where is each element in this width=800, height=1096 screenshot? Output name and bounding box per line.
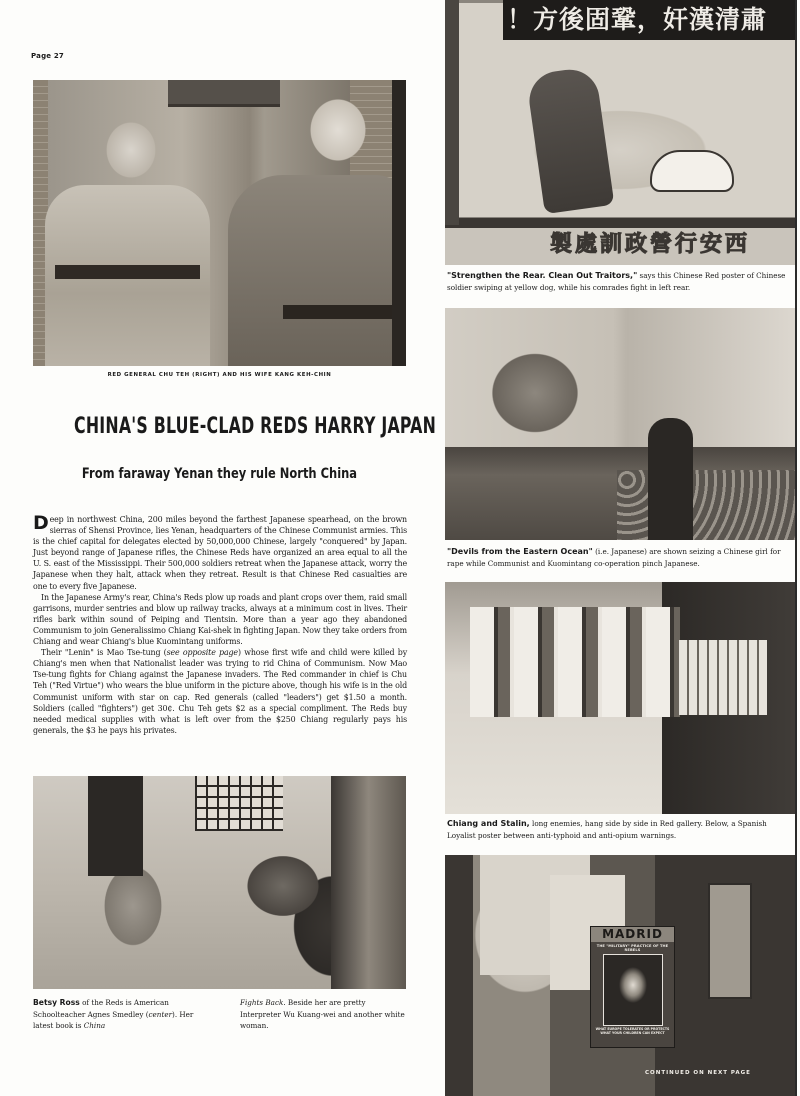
caption-text: (i.e. Japanese) are shown seizing a Chinese girl for rape while Communist and Kuomintang co-operation pinch Japanese. — [447, 547, 781, 568]
caption-betsy-ross-part1 — [33, 997, 213, 1032]
page-number: Page 27 — [31, 52, 65, 60]
poster-dog — [650, 150, 734, 192]
photo-post — [445, 0, 459, 225]
caption-text: ). Her latest book is — [33, 1009, 194, 1030]
caption-text: says this Chinese Red poster of Chinese soldier swiping at yellow dog, while his comrades fight in left rear. — [447, 271, 786, 292]
caption-italic: center — [148, 1009, 173, 1019]
caption-devils — [447, 546, 792, 569]
caption-strengthen-rear — [447, 270, 792, 293]
headline: CHINA'S BLUE-CLAD REDS HARRY JAPAN — [74, 413, 437, 439]
article-p3-end: ) whose first wife and child were killed by Chiang's men when that Nationalist leader was trying to rid China of Communism. Now Mao Tse-tung fights for Chiang against the Japanese invaders. The Red commander in chief is Chu Teh ("Red Virtue") who wears the blue uniform in the picture above, though his wife is in the old Communist uniform with star on cap. Red generals (called "leaders") get $1.50 a month. Soldiers (called "fighters") get 30¢. Chu Teh gets $2 as a special compliment. The Reds buy needed medical supplies with what is left over from the $250 Chiang regularly pays his generals, the $3 he pays his privates. — [33, 648, 407, 735]
photo-man-pointing — [648, 418, 693, 540]
caption-italic: Fights Back. — [240, 998, 286, 1007]
caption-text: long enemies, hang side by side in Red gallery. Below, a Spanish Loyalist poster between anti-typhoid and anti-opium warnings. — [447, 819, 767, 840]
caption-betsy-ross-part2 — [240, 997, 408, 1032]
madrid-poster-bottom-1: WHAT EUROPE TOLERATES OR PROTECTS — [595, 1027, 670, 1031]
caption-lead: Betsy Ross — [33, 998, 80, 1007]
photo-devils-mural — [445, 308, 795, 540]
continued-on-next-page: CONTINUED ON NEXT PAGE — [645, 1070, 751, 1076]
madrid-poster-subtitle: THE "MILITARY" PRACTICE OF THE REBELS — [596, 944, 669, 952]
photo-madrid-poster-wall — [445, 855, 795, 1096]
photo-agnes-smedley — [33, 776, 406, 989]
caption-text: Beside her are pretty Interpreter Wu Kuang-wei and another white woman. — [240, 998, 405, 1030]
poster-top-banner: ！方後固鞏，奸漢清肅 — [503, 0, 795, 40]
mural-figures — [470, 338, 600, 453]
article-paragraph-1 — [33, 514, 407, 592]
article-paragraph-1-text: eep in northwest China, 200 miles beyond the farthest Japanese spearhead, on the brown sierras of Shensi Province, lies Yenan, headquarters of the Chinese Communist armies. This is the chief capital for delegates elected by 50,000,000 Chinese, largely "conquered" by Japan. Just beyond range of Japanese rifles, the Chinese Reds have organized an area equal to all the U. S. east of the Mississippi. Their 500,000 soldiers retreat when the Japanese attack, worry the Japanese when they halt, attack when they retreat. Result is that Chinese Red casualties are one to every five Japanese. — [33, 515, 407, 591]
photo-figure-general — [228, 175, 406, 366]
right-border-line — [795, 0, 797, 1096]
photo-strengthen-rear-poster — [445, 0, 795, 265]
gallery-window — [677, 640, 767, 715]
article-paragraph-3 — [33, 647, 407, 736]
photo-window-grille — [195, 776, 283, 831]
photo-stone-wall — [617, 470, 795, 540]
caption-lead: "Strengthen the Rear. Clean Out Traitors," — [447, 271, 638, 280]
photo-figure-woman — [45, 185, 210, 366]
caption-chiang-stalin — [447, 818, 792, 841]
article-p3-italic: see opposite page — [166, 648, 238, 658]
madrid-poster-bottom-2: WHAT YOUR CHILDREN CAN EXPECT — [600, 1031, 665, 1036]
drop-cap: D — [33, 512, 49, 534]
subheadline: From faraway Yenan they rule North China — [81, 466, 358, 482]
caption-lead: "Devils from the Eastern Ocean" — [447, 547, 593, 556]
photo-doorframe — [331, 776, 406, 989]
madrid-poster-title: MADRID — [591, 927, 674, 942]
photo-red-gallery — [445, 582, 795, 814]
article-paragraph-2: In the Japanese Army's rear, China's Reds plow up roads and plant crops over them, raid small garrisons, murder sentries and blow up railway tracks, always at a minimum cost in lives. Their rifles bark within sound of Peiping and Tientsin. More than a year ago they abandoned Communism to join Generalissimo Chiang Kai-shek in fighting Japan. Now they take orders from Chiang and wear Chiang's blue Kuomintang uniforms. — [33, 592, 407, 647]
wall-poster — [708, 883, 752, 999]
gallery-portraits — [470, 607, 680, 717]
madrid-poster — [590, 926, 675, 1048]
photo-chu-teh-and-wife — [33, 80, 406, 366]
madrid-poster-image — [603, 954, 663, 1026]
article-body — [33, 514, 407, 736]
photo-window — [168, 80, 280, 107]
caption-italic: China — [83, 1021, 106, 1030]
caption-text: of the Reds is American Schoolteacher Agnes Smedley ( — [33, 998, 169, 1019]
poster-bottom-banner: 製處訓政營行安西 — [549, 232, 750, 257]
poster-soldier — [526, 66, 615, 214]
article-p3-start: Their "Lenin" is Mao Tse-tung ( — [41, 648, 167, 658]
photo-doorway — [88, 776, 143, 876]
photo-caption-chu-teh: RED GENERAL CHU TEH (RIGHT) AND HIS WIFE KANG KEH-CHIN — [107, 372, 332, 378]
caption-lead: Chiang and Stalin, — [447, 819, 530, 828]
